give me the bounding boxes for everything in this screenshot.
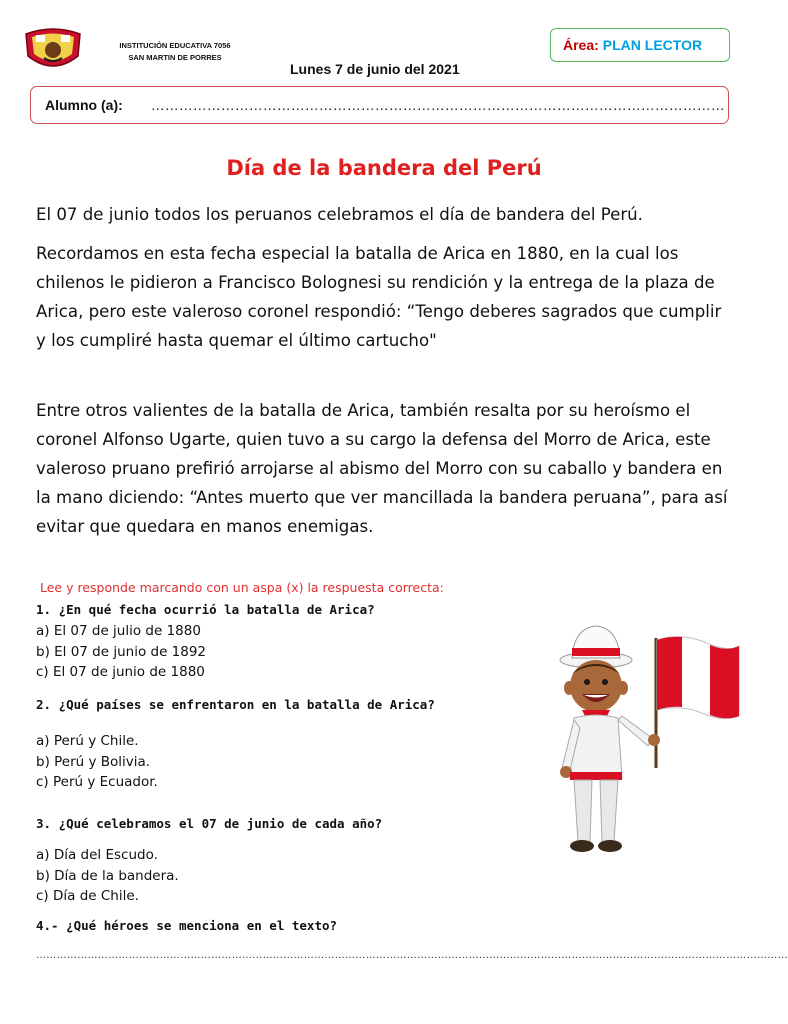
question-2: 2. ¿Qué países se enfrentaron en la batalla de Arica?	[36, 697, 435, 712]
worksheet-date: Lunes 7 de junio del 2021	[290, 61, 460, 77]
school-name-line2: SAN MARTIN DE PORRES	[128, 53, 222, 62]
question-3-options	[36, 845, 179, 907]
page-title: Día de la bandera del Perú	[226, 156, 542, 180]
question-2-options	[36, 731, 158, 793]
question-3: 3. ¿Qué celebramos el 07 de junio de cada año?	[36, 816, 383, 831]
area-box	[550, 28, 730, 62]
answer-option[interactable]: c) Día de Chile.	[36, 888, 139, 904]
student-name-dots: ……………………………………………………………………………………………………………	[150, 97, 725, 113]
answer-option[interactable]: a) Día del Escudo.	[36, 847, 158, 863]
answer-option[interactable]: b) Día de la bandera.	[36, 867, 179, 884]
question-4: 4.- ¿Qué héroes se menciona en el texto?	[36, 918, 338, 933]
question-1: 1. ¿En qué fecha ocurrió la batalla de Arica?	[36, 602, 375, 617]
answer-option[interactable]: a) El 07 de julio de 1880	[36, 623, 201, 639]
boy-with-flag-illustration	[544, 618, 744, 858]
reading-paragraph-1: El 07 de junio todos los peruanos celebramos el día de bandera del Perú.	[36, 205, 643, 224]
answer-option[interactable]: b) El 07 de junio de 1892	[36, 643, 207, 660]
school-name	[96, 40, 254, 64]
area-value: PLAN LECTOR	[602, 37, 703, 53]
answer-option[interactable]: c) El 07 de junio de 1880	[36, 664, 205, 680]
reading-paragraph-2: Recordamos en esta fecha especial la batalla de Arica en 1880, en la cual los chilenos le pidieron a Francisco Bolognesi su rendición y la entrega de la plaza de Arica, pero este valeroso coronel respondió: “Tengo deberes sagrados que cumplir y los cumpliré hasta quemar el último cartucho"	[36, 244, 722, 350]
answer-line[interactable]: …………………………………………………………………………………………………………………………………………………………………………………………………	[36, 950, 788, 961]
answer-option[interactable]: c) Perú y Ecuador.	[36, 774, 158, 790]
reading-paragraph-3: Entre otros valientes de la batalla de Arica, también resalta por su heroísmo el coronel Alfonso Ugarte, quien tuvo a su cargo la defensa del Morro de Arica, este valeroso pruano prefirió arrojarse al abismo del Morro con su caballo y bandera en la mano diciendo: “Antes muerto que ver mancillada la bandera peruana”, para así evitar que quedara en manos enemigas.	[36, 401, 728, 536]
student-name-field[interactable]	[30, 86, 729, 124]
instructions: Lee y responde marcando con un aspa (x) la respuesta correcta:	[40, 580, 444, 595]
area-label: Área:	[563, 37, 599, 53]
answer-option[interactable]: b) Perú y Bolivia.	[36, 753, 151, 770]
student-label: Alumno (a):	[45, 97, 123, 113]
peru-flag-icon	[657, 637, 739, 719]
school-name-line1: INSTITUCIÓN EDUCATIVA 7056	[119, 41, 231, 50]
answer-option[interactable]: a) Perú y Chile.	[36, 733, 139, 749]
question-1-options	[36, 621, 206, 683]
school-logo-icon	[22, 26, 84, 74]
